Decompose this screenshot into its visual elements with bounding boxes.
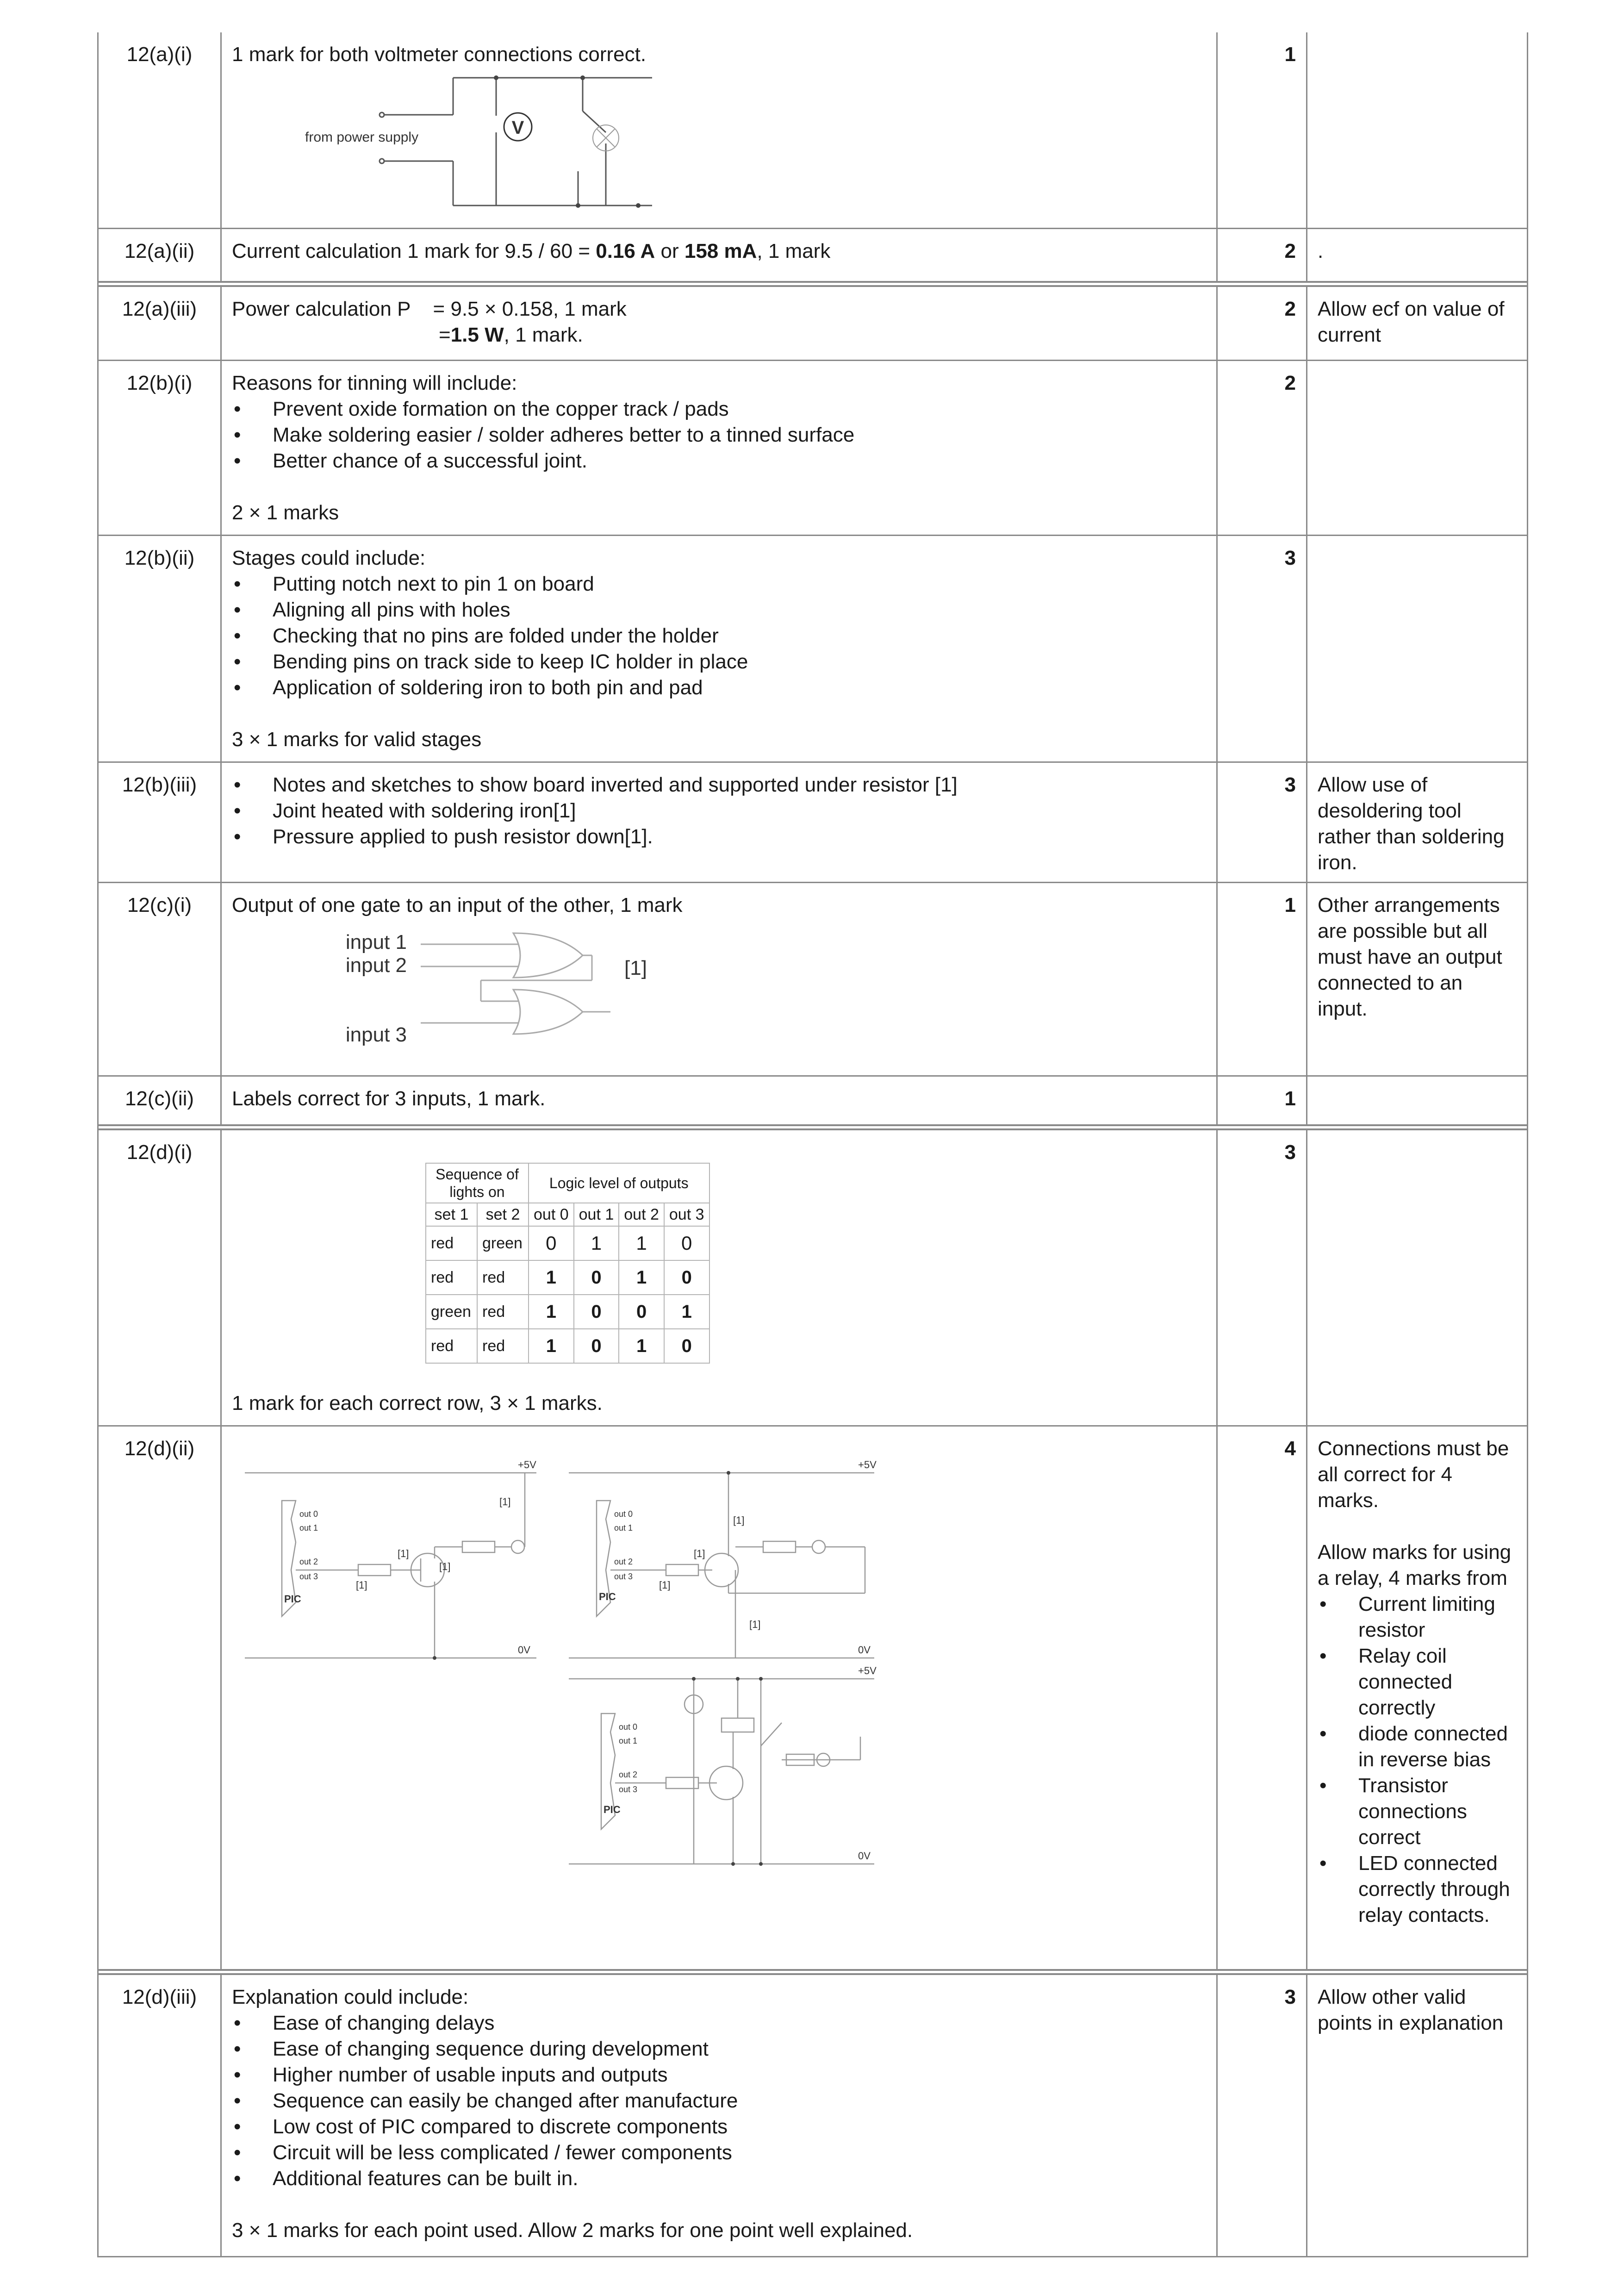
mark-value: 1 xyxy=(1218,883,1307,1075)
column-header: set 2 xyxy=(477,1203,529,1226)
list-item: • Relay coil connected correctly xyxy=(1318,1643,1517,1721)
list-item: • Ease of changing sequence during development xyxy=(232,2036,1206,2062)
chip-label: PIC xyxy=(599,1591,616,1602)
answer-intro: Reasons for tinning will include: xyxy=(232,372,517,394)
supply-label: +5V xyxy=(518,1459,536,1471)
list-item: • Prevent oxide formation on the copper track / pads xyxy=(232,396,1206,422)
voltmeter-diagram xyxy=(222,74,684,222)
pin-label: out 3 xyxy=(619,1785,638,1794)
answer-text: = xyxy=(439,324,451,346)
guidance xyxy=(1307,32,1527,228)
table-cell: green xyxy=(426,1295,477,1329)
table-cell: 1 xyxy=(574,1226,619,1260)
pin-label: out 2 xyxy=(299,1557,318,1566)
pin-label: out 0 xyxy=(299,1509,318,1519)
pin-label: out 3 xyxy=(614,1572,633,1581)
mark-label: [1] xyxy=(624,957,647,979)
table-header: Logic level of outputs xyxy=(529,1163,709,1203)
table-cell: 0 xyxy=(574,1329,619,1363)
answer-bold: 158 mA xyxy=(684,240,757,262)
answer-intro: Explanation could include: xyxy=(232,1986,469,2008)
list-item: • Pressure applied to push resistor down[1]. xyxy=(232,824,1206,850)
guidance-list xyxy=(1318,1591,1517,1928)
column-header: out 1 xyxy=(574,1203,619,1226)
answer-cell xyxy=(222,1427,1218,1969)
row-12diii xyxy=(99,1975,1527,2257)
supply-label: +5V xyxy=(858,1665,877,1676)
list-item: • Notes and sketches to show board inverted and supported under resistor [1] xyxy=(232,772,1206,798)
marks-footer: 2 × 1 marks xyxy=(232,501,339,524)
list-item: • Application of soldering iron to both pin and pad xyxy=(232,675,1206,701)
mark-value: 1 xyxy=(1218,1077,1307,1124)
marks-footer: 3 × 1 marks for valid stages xyxy=(232,728,482,751)
mark-value: 3 xyxy=(1218,1975,1307,2256)
row-12di xyxy=(99,1130,1527,1427)
list-item: • Make soldering easier / solder adheres better to a tinned surface xyxy=(232,422,1206,448)
table-cell: 0 xyxy=(574,1260,619,1295)
answer-text: Labels correct for 3 inputs, 1 mark. xyxy=(222,1077,1218,1124)
answer-text: , 1 mark. xyxy=(504,324,583,346)
guidance: Other arrangements are possible but all must have an output connected to an input. xyxy=(1318,894,1502,1020)
row-12biii xyxy=(99,763,1527,883)
question-number: 12(b)(ii) xyxy=(99,536,222,761)
question-number: 12(b)(iii) xyxy=(99,763,222,882)
row-12aii xyxy=(99,229,1527,287)
mark-value: 3 xyxy=(1218,763,1307,882)
column-header: out 0 xyxy=(529,1203,574,1226)
mark-value: 3 xyxy=(1218,1130,1307,1425)
pin-label: out 2 xyxy=(614,1557,633,1566)
list-item: • LED connected correctly through relay contacts. xyxy=(1318,1851,1517,1928)
answer-cell xyxy=(222,32,1218,228)
answer-line: Power calculation P = 9.5 × 0.158, 1 mark xyxy=(232,298,627,320)
question-number: 12(a)(ii) xyxy=(99,229,222,281)
table-cell: red xyxy=(426,1226,477,1260)
question-number: 12(a)(i) xyxy=(99,32,222,228)
pin-label: out 1 xyxy=(614,1523,633,1533)
answer-bold: 0.16 A xyxy=(596,240,655,262)
list-item: • Current limiting resistor xyxy=(1318,1591,1517,1643)
pic-circuit-diagrams xyxy=(222,1436,1194,1954)
row-12ci xyxy=(99,883,1527,1077)
list-item: • Transistor connections correct xyxy=(1318,1773,1517,1851)
gate-input-3: input 3 xyxy=(345,1023,407,1046)
row-12ai xyxy=(99,32,1527,229)
mark-value: 2 xyxy=(1218,361,1307,535)
row-12dii xyxy=(99,1427,1527,1975)
mark-label: [1] xyxy=(499,1496,511,1508)
mark-scheme-table xyxy=(97,32,1528,2257)
bullet-list xyxy=(232,772,1206,850)
table-cell: red xyxy=(477,1329,529,1363)
guidance-text: Allow marks for using a relay, 4 marks from xyxy=(1318,1541,1512,1589)
mark-value: 2 xyxy=(1218,229,1307,281)
table-cell: red xyxy=(426,1329,477,1363)
guidance xyxy=(1307,361,1527,535)
logic-gate-diagram xyxy=(222,920,684,1068)
ground-label: 0V xyxy=(858,1850,871,1862)
guidance: Allow use of desoldering tool rather than soldering iron. xyxy=(1318,773,1505,874)
chip-label: PIC xyxy=(604,1804,621,1815)
table-cell: 1 xyxy=(619,1226,664,1260)
mark-label: [1] xyxy=(439,1561,451,1572)
guidance xyxy=(1307,1130,1527,1425)
list-item: • Additional features can be built in. xyxy=(232,2166,1206,2192)
list-item: • Bending pins on track side to keep IC holder in place xyxy=(232,649,1206,675)
question-number: 12(d)(ii) xyxy=(99,1427,222,1969)
table-cell: 0 xyxy=(664,1260,709,1295)
table-header: Sequence of lights on xyxy=(426,1163,529,1203)
guidance: Allow other valid points in explanation xyxy=(1318,1986,1504,2034)
table-cell: 1 xyxy=(619,1329,664,1363)
bullet-list xyxy=(232,571,1206,701)
table-cell: 0 xyxy=(664,1226,709,1260)
list-item: • Checking that no pins are folded under the holder xyxy=(232,623,1206,649)
answer-text: or xyxy=(655,240,684,262)
mark-value: 2 xyxy=(1218,287,1307,360)
mark-label: [1] xyxy=(733,1514,745,1526)
table-cell: green xyxy=(477,1226,529,1260)
bullet-list xyxy=(232,396,1206,474)
table-cell: red xyxy=(426,1260,477,1295)
list-item: • Better chance of a successful joint. xyxy=(232,448,1206,474)
row-12bi xyxy=(99,361,1527,536)
table-cell: 0 xyxy=(664,1329,709,1363)
guidance-text: Connections must be all correct for 4 marks. xyxy=(1318,1437,1509,1512)
table-cell: 0 xyxy=(574,1295,619,1329)
gate-input-1: input 1 xyxy=(345,931,407,953)
table-cell: 1 xyxy=(664,1295,709,1329)
answer-text: Current calculation 1 mark for 9.5 / 60 = xyxy=(232,240,596,262)
question-number: 12(d)(i) xyxy=(99,1130,222,1425)
column-header: set 1 xyxy=(426,1203,477,1226)
list-item: • diode connected in reverse bias xyxy=(1318,1721,1517,1773)
marks-footer: 3 × 1 marks for each point used. Allow 2 marks for one point well explained. xyxy=(232,2219,913,2242)
answer-cell xyxy=(222,763,1218,882)
answer-cell xyxy=(222,883,1218,1075)
mark-value: 3 xyxy=(1218,536,1307,761)
table-cell: 1 xyxy=(619,1260,664,1295)
row-12aiii xyxy=(99,287,1527,361)
list-item: • Ease of changing delays xyxy=(232,2010,1206,2036)
answer-cell xyxy=(222,361,1218,535)
answer-cell xyxy=(222,536,1218,761)
pin-label: out 1 xyxy=(619,1736,638,1745)
mark-label: [1] xyxy=(694,1548,705,1559)
table-cell: 0 xyxy=(529,1226,574,1260)
list-item: • Putting notch next to pin 1 on board xyxy=(232,571,1206,597)
table-cell: red xyxy=(477,1295,529,1329)
guidance xyxy=(1307,1077,1527,1124)
voltmeter-symbol: V xyxy=(511,118,524,138)
table-cell: red xyxy=(477,1260,529,1295)
sequence-table xyxy=(425,1163,710,1364)
mark-label: [1] xyxy=(659,1579,671,1591)
table-cell: 1 xyxy=(529,1329,574,1363)
mark-value: 1 xyxy=(1218,32,1307,228)
answer-text: 1 mark for both voltmeter connections correct. xyxy=(232,43,647,66)
guidance xyxy=(1307,536,1527,761)
list-item: • Low cost of PIC compared to discrete components xyxy=(232,2114,1206,2140)
pin-label: out 0 xyxy=(614,1509,633,1519)
gate-input-2: input 2 xyxy=(345,954,407,977)
list-item: • Aligning all pins with holes xyxy=(232,597,1206,623)
marks-footer: 1 mark for each correct row, 3 × 1 marks. xyxy=(232,1392,603,1415)
bullet-list xyxy=(232,2010,1206,2192)
list-item: • Sequence can easily be changed after manufacture xyxy=(232,2088,1206,2114)
chip-label: PIC xyxy=(284,1593,301,1605)
list-item: • Higher number of usable inputs and outputs xyxy=(232,2062,1206,2088)
pin-label: out 1 xyxy=(299,1523,318,1533)
ground-label: 0V xyxy=(858,1644,871,1656)
mark-label: [1] xyxy=(356,1579,367,1591)
row-12bii xyxy=(99,536,1527,763)
question-number: 12(b)(i) xyxy=(99,361,222,535)
column-header: out 2 xyxy=(619,1203,664,1226)
supply-label: +5V xyxy=(858,1459,877,1471)
answer-bold: 1.5 W xyxy=(450,324,504,346)
table-cell: 0 xyxy=(619,1295,664,1329)
mark-label: [1] xyxy=(398,1548,409,1559)
guidance xyxy=(1307,1427,1527,1969)
table-cell: 1 xyxy=(529,1295,574,1329)
answer-cell xyxy=(222,1975,1218,2256)
answer-text: Output of one gate to an input of the other, 1 mark xyxy=(232,894,683,916)
guidance: Allow ecf on value of current xyxy=(1318,298,1505,346)
power-supply-label: from power supply xyxy=(305,130,419,145)
answer-text: , 1 mark xyxy=(757,240,831,262)
row-12cii xyxy=(99,1077,1527,1130)
answer-cell xyxy=(222,287,1218,360)
pin-label: out 2 xyxy=(619,1770,638,1779)
pin-label: out 0 xyxy=(619,1722,638,1732)
answer-cell xyxy=(222,1130,1218,1425)
pin-label: out 3 xyxy=(299,1572,318,1581)
answer-intro: Stages could include: xyxy=(232,547,426,569)
answer-cell xyxy=(222,229,1218,281)
column-header: out 3 xyxy=(664,1203,709,1226)
guidance: . xyxy=(1318,240,1324,262)
mark-value: 4 xyxy=(1218,1427,1307,1969)
question-number: 12(a)(iii) xyxy=(99,287,222,360)
list-item: • Joint heated with soldering iron[1] xyxy=(232,798,1206,824)
question-number: 12(c)(i) xyxy=(99,883,222,1075)
mark-label: [1] xyxy=(749,1619,761,1630)
ground-label: 0V xyxy=(518,1644,530,1656)
question-number: 12(c)(ii) xyxy=(99,1077,222,1124)
question-number: 12(d)(iii) xyxy=(99,1975,222,2256)
table-cell: 1 xyxy=(529,1260,574,1295)
list-item: • Circuit will be less complicated / fewer components xyxy=(232,2140,1206,2166)
